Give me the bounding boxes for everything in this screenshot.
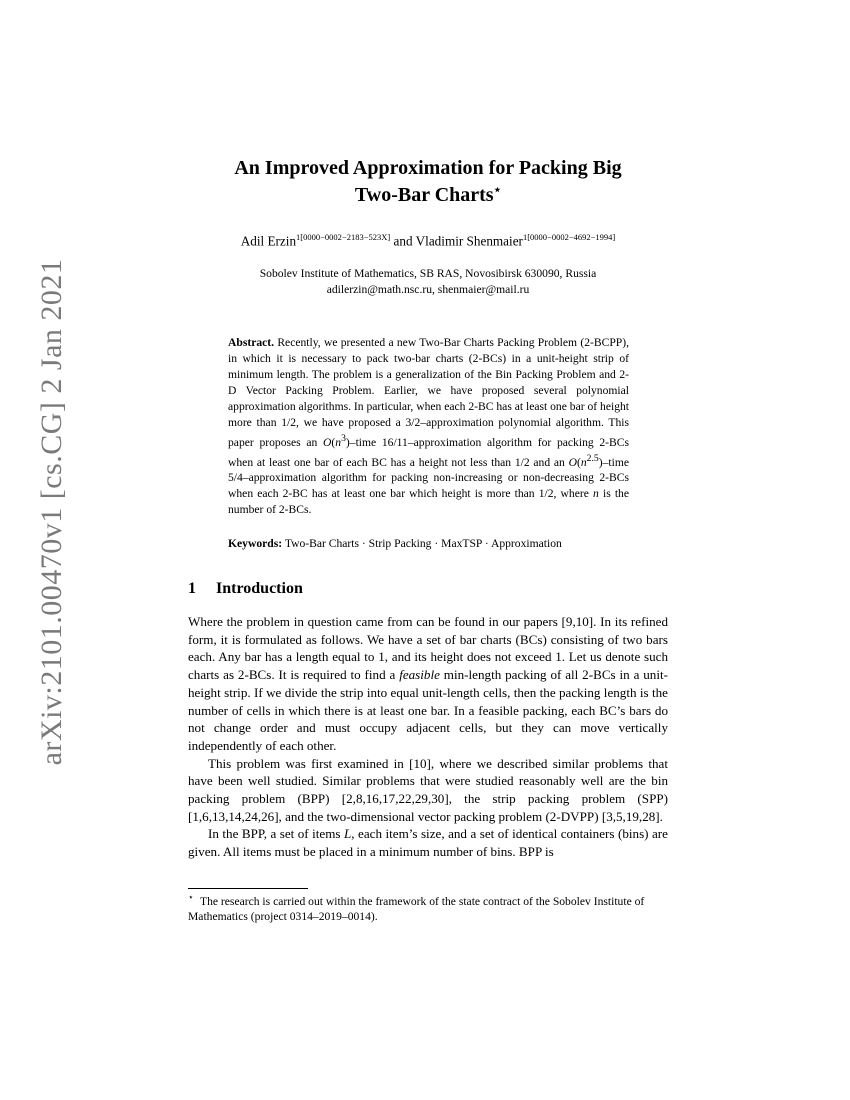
math-n-3: n bbox=[593, 487, 599, 501]
paragraph-1-b: min-length packing of all 2-BCs in a unit-height strip. If we divide the strip into equal unit-length cells, then the packing length is the number of cells in which there is at least one bar. In a feasible packing, each BC’s bars do not change order and must occupy adjacent cells, but they can move vertically independently of each other. bbox=[188, 667, 668, 753]
affiliation-block bbox=[160, 266, 696, 298]
footnote: ⋆ The research is carried out within the framework of the state contract of the Sobolev Institute of Mathematics (project 0314–2019–0014). bbox=[188, 892, 645, 923]
arxiv-stamp: arXiv:2101.00470v1 [cs.CG] 2 Jan 2021 bbox=[35, 258, 68, 766]
author-conjunction: and bbox=[393, 233, 413, 249]
math-L: L bbox=[343, 826, 352, 842]
abstract-label: Abstract. bbox=[228, 336, 275, 349]
authors bbox=[140, 232, 716, 249]
section-heading bbox=[188, 580, 303, 598]
abstract: Abstract. Recently, we presented a new Two-Bar Charts Packing Problem (2-BCPP), in which it is necessary to pack two-bar charts (2-BCs) in a unit-height strip of minimum length. The problem is a generalization of the Bin Packing Problem and 2-D Vector Packing Problem. Earlier, we have proposed several polynomial approximation algorithms. In particular, when each 2-BC has at least one bar of height more than 1/2, we have proposed a 3/2–approximation polynomial algorithm. This paper proposes an $O(n^3)$–time 16/11–approximation algorithm for packing 2-BCs when at least one bar of each BC has a height not less than 1/2 and an $O(n^{2.5})$–time 5/4–approximation algorithm for packing non-increasing or non-decreasing 2-BCs when each 2-BC has at least one bar which height is more than 1/2, where n is the number of 2-BCs. bbox=[228, 336, 630, 517]
paragraph-3-a: In the BPP, a set of items bbox=[208, 826, 344, 842]
exponent-3: 3 bbox=[341, 432, 346, 444]
title-footnote-mark: ⋆ bbox=[493, 182, 502, 197]
keywords-list: Two-Bar Charts · Strip Packing · MaxTSP · Approximation bbox=[284, 537, 562, 550]
paragraph-1 bbox=[188, 613, 668, 755]
author-1-orcid: 1[0000−0002−2183−523X] bbox=[296, 232, 391, 242]
keywords bbox=[228, 536, 638, 552]
keywords-label: Keywords: bbox=[228, 537, 283, 550]
exponent-2-5: 2.5 bbox=[586, 452, 599, 464]
math-n-2: n bbox=[580, 455, 587, 469]
author-1: Adil Erzin bbox=[240, 233, 297, 249]
paragraph-3-b: , each item’s size, and a set of identical containers (bins) are given. All items must be placed in a minimum number of bins. BPP is bbox=[188, 826, 668, 860]
paragraph-3 bbox=[188, 825, 668, 860]
feasible-emphasis: feasible bbox=[399, 667, 440, 683]
abstract-text-b: –time 16/11–approximation algorithm for packing 2-BCs when at least one bar of each BC has a height not less than 1/2 and an bbox=[228, 435, 629, 469]
author-2-orcid: 1[0000−0002−4692−1994] bbox=[522, 232, 616, 242]
math-o-1: O bbox=[323, 435, 332, 449]
abstract-text-d: is the number of 2-BCs. bbox=[228, 487, 630, 517]
abstract-text-a: Recently, we presented a new Two-Bar Charts Packing Problem (2-BCPP), in which it is necessary to pack two-bar charts (2-BCs) in a unit-height strip of minimum length. The problem is a generalization of the Bin Packing Problem and 2-D Vector Packing Problem. Earlier, we have proposed several polynomial approximation algorithms. In particular, when each 2-BC has at least one bar of height more than 1/2, we have proposed a 3/2–approximation polynomial algorithm. This paper proposes an bbox=[228, 336, 630, 449]
footnote-rule bbox=[188, 888, 308, 889]
introduction-body bbox=[188, 613, 668, 861]
title-line-1: An Improved Approximation for Packing Big bbox=[234, 157, 622, 179]
paper-title bbox=[160, 155, 696, 209]
math-o-2: O bbox=[568, 455, 577, 469]
affiliation: Sobolev Institute of Mathematics, SB RAS, Novosibirsk 630090, Russia bbox=[259, 267, 597, 280]
paragraph-2: This problem was first examined in [10], where we described similar problems that have been well studied. Similar problems that were studied reasonably well are the bin packing problem (BPP) [2,8,16,17,22,29,30], the strip packing problem (SPP)[1,6,13,14,24,26], and the two-dimensional vector packing problem (2-DVPP) [3,5,19,28]. bbox=[188, 755, 668, 824]
section-number: 1 bbox=[188, 580, 196, 597]
title-line-2: Two-Bar Charts bbox=[354, 184, 494, 206]
footnote-text: The research is carried out within the framework of the state contract of the Sobolev Institute of Mathematics (project 0314–2019–0014). bbox=[188, 895, 645, 923]
author-2: Vladimir Shenmaier bbox=[415, 233, 523, 249]
section-title: Introduction bbox=[216, 580, 303, 597]
abstract-text-c: –time 5/4–approximation algorithm for packing non-increasing or non-decreasing 2-BCs when each 2-BC has at least one bar which height is more than 1/2, where bbox=[228, 455, 629, 501]
paragraph-1-a: Where the problem in question came from can be found in our papers [9,10]. In its refined form, it is formulated as follows. We have a set of bar charts (BCs) consisting of two bars each. Any bar has a length equal to 1, and its height does not exceed 1. Let us denote such charts as 2-BCs. It is required to find a bbox=[188, 614, 668, 683]
emails: adilerzin@math.nsc.ru, shenmaier@mail.ru bbox=[326, 283, 530, 296]
math-n-1: n bbox=[335, 435, 342, 449]
